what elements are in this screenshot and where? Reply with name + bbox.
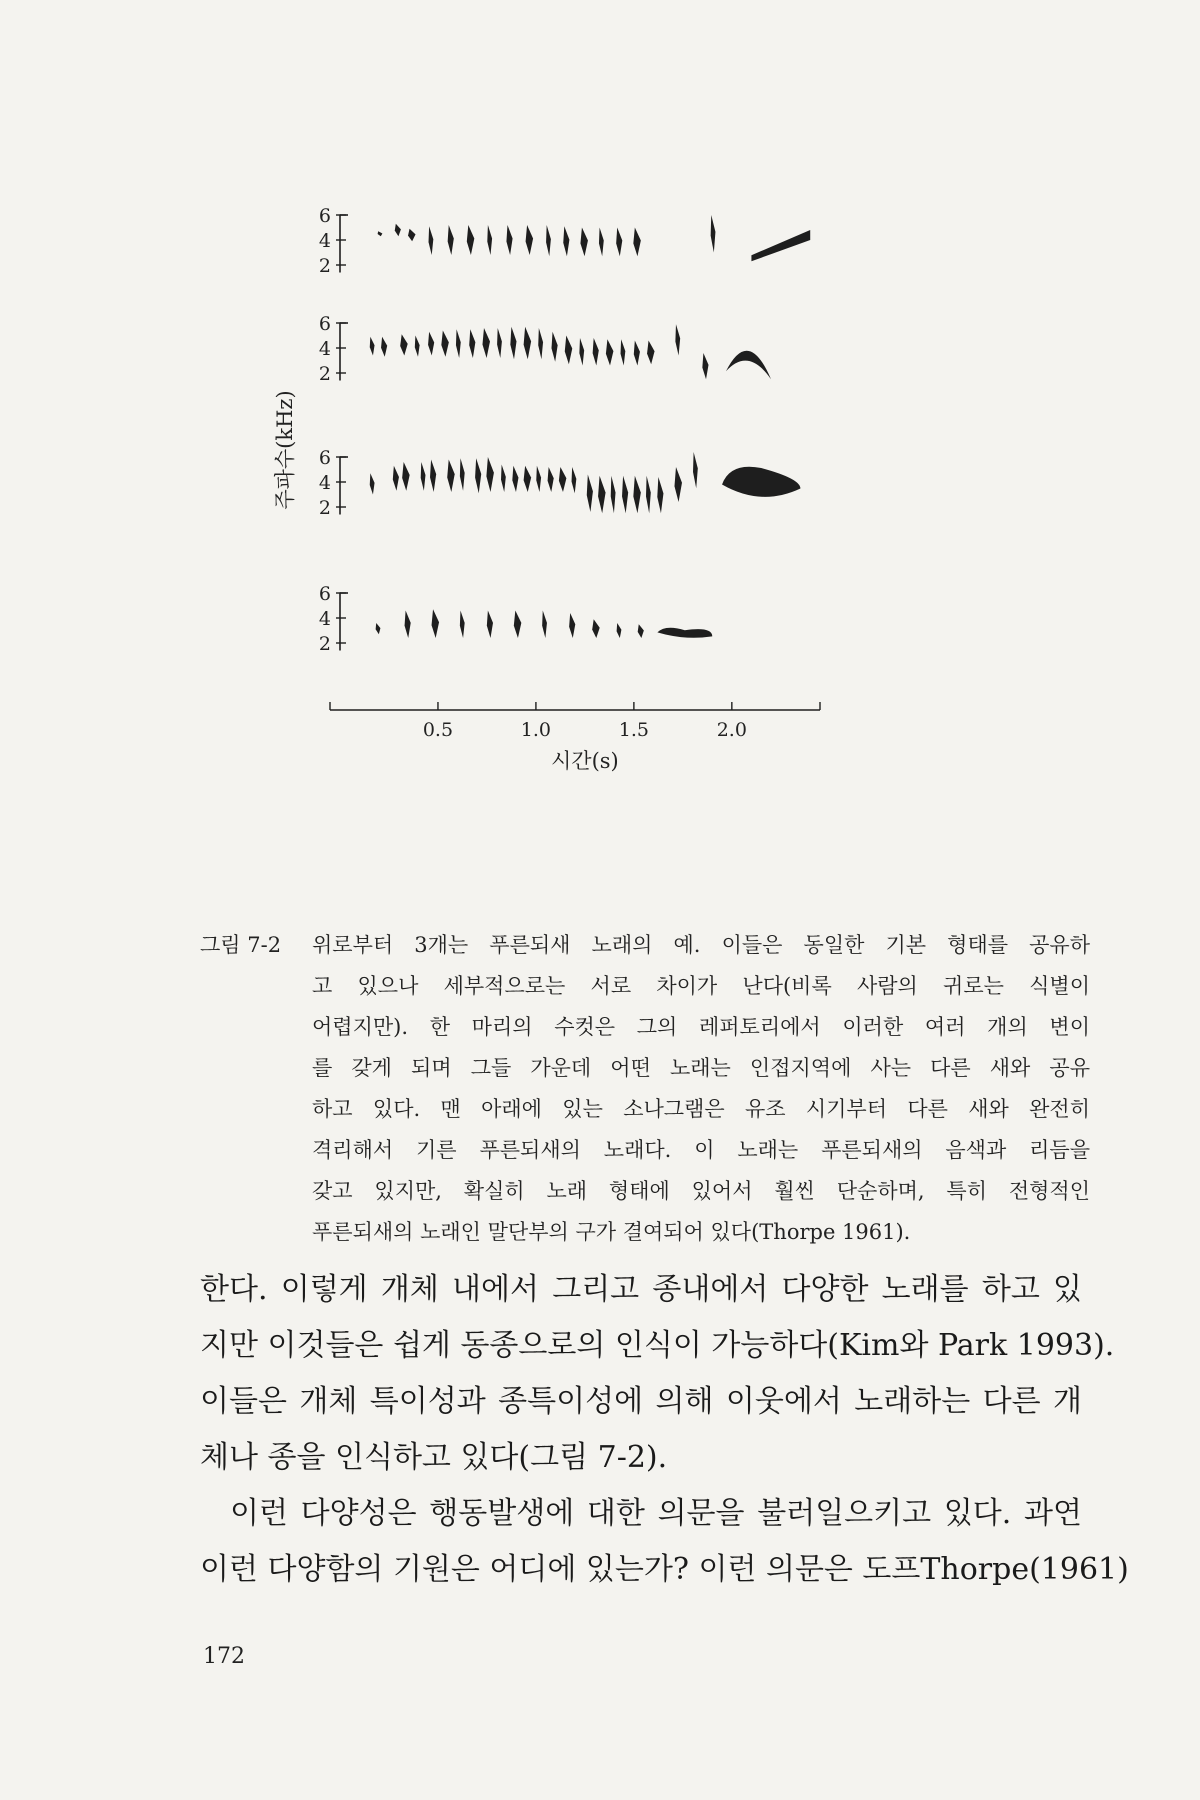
syllable-mark: [621, 339, 626, 365]
syllable-mark: [569, 613, 575, 638]
syllable-mark: [646, 476, 651, 514]
y-tick-label: 2: [318, 633, 331, 655]
syllable-mark: [405, 611, 411, 639]
y-tick-label: 4: [318, 608, 331, 630]
caption-line: 푸른되새의 노래인 말단부의 구가 결여되어 있다(Thorpe 1961).: [312, 1220, 911, 1244]
syllable-mark: [657, 477, 663, 513]
syllable-mark: [381, 337, 387, 357]
spectrogram-song-4: [319, 583, 712, 655]
syllable-mark: [693, 452, 698, 488]
syllable-mark: [548, 467, 554, 492]
caption-figure-label: 그림 7-2: [200, 933, 282, 957]
syllable-mark: [393, 466, 399, 491]
syllable-mark: [598, 476, 606, 514]
time-axis: [330, 702, 820, 741]
x-tick-label: 0.5: [422, 719, 454, 741]
syllable-mark: [447, 460, 455, 493]
caption-line: 고 있으나 세부적으로는 서로 차이가 난다(비록 사람의 귀로는 식별이: [312, 974, 1090, 998]
syllable-mark: [579, 338, 584, 366]
y-tick-label: 6: [318, 205, 331, 227]
body-paragraphs: [200, 1262, 1129, 1598]
syllable-mark: [611, 476, 616, 514]
syllable-mark: [617, 623, 622, 638]
syllable-mark: [475, 458, 481, 493]
syllable-mark: [675, 324, 680, 355]
x-tick-label: 2.0: [716, 719, 747, 741]
spectrogram-song-3: [319, 447, 801, 519]
y-tick-label: 2: [318, 497, 331, 519]
syllable-mark: [469, 329, 475, 358]
y-tick-label: 6: [318, 583, 331, 605]
syllable-mark: [542, 611, 547, 639]
song-ending-mark: [722, 467, 800, 497]
x-tick-label: 1.0: [520, 719, 552, 741]
syllable-mark: [592, 619, 600, 638]
syllable-mark: [460, 611, 465, 639]
syllable-mark: [606, 339, 614, 365]
syllable-mark: [370, 473, 375, 494]
spectrogram-song-2: [319, 313, 771, 385]
syllable-mark: [633, 228, 641, 257]
syllable-mark: [572, 467, 577, 493]
body-line: 한다. 이렇게 개체 내에서 그리고 종내에서 다양한 노래를 하고 있: [200, 1272, 1082, 1307]
syllable-mark: [487, 225, 492, 255]
syllable-mark: [546, 225, 551, 256]
syllable-mark: [497, 328, 502, 358]
syllable-mark: [506, 225, 512, 255]
y-tick-label: 4: [318, 230, 331, 252]
syllable-mark: [421, 462, 426, 491]
syllable-mark: [616, 228, 622, 257]
spectrogram-song-1: [319, 205, 810, 277]
syllable-mark: [512, 466, 518, 492]
syllable-mark: [378, 231, 383, 236]
y-tick-label: 2: [318, 255, 331, 277]
syllable-mark: [430, 460, 436, 493]
syllable-mark: [580, 228, 588, 257]
song-ending-mark: [726, 351, 771, 380]
syllable-mark: [467, 225, 475, 255]
syllable-mark: [638, 624, 644, 638]
body-line: 이들은 개체 특이성과 종특이성에 의해 이웃에서 노래하는 다른 개: [200, 1384, 1082, 1419]
body-line: 이런 다양함의 기원은 어디에 있는가? 이런 의문은 도프Thorpe(1961): [200, 1552, 1129, 1587]
syllable-mark: [622, 476, 628, 514]
y-tick-label: 4: [318, 472, 331, 494]
syllable-mark: [415, 336, 420, 357]
syllable-mark: [432, 609, 440, 638]
time-axis-label: 시간(s): [551, 749, 619, 773]
song-ending-mark: [751, 230, 810, 261]
syllable-mark: [552, 332, 558, 362]
syllable-mark: [634, 341, 640, 366]
syllable-mark: [536, 466, 541, 492]
syllable-mark: [514, 611, 522, 639]
syllable-mark: [587, 475, 593, 513]
syllable-mark: [674, 467, 682, 502]
syllable-mark: [510, 327, 516, 360]
syllable-mark: [395, 224, 401, 237]
y-tick-label: 6: [318, 313, 331, 335]
syllable-mark: [593, 338, 599, 366]
frequency-axis-label: 주파수(kHz): [273, 390, 297, 510]
y-tick-label: 6: [318, 447, 331, 469]
syllable-mark: [563, 226, 569, 256]
syllable-mark: [400, 334, 408, 355]
syllable-mark: [376, 623, 381, 634]
syllable-mark: [428, 332, 434, 356]
spectrogram-panels: [319, 205, 810, 655]
syllable-mark: [559, 467, 567, 492]
caption-line: 격리해서 기른 푸른되새의 노래다. 이 노래는 푸른되새의 음색과 리듬을: [312, 1138, 1090, 1162]
syllable-mark: [526, 225, 534, 255]
syllable-mark: [448, 225, 454, 255]
body-line: 지만 이것들은 쉽게 동종으로의 인식이 가능하다(Kim와 Park 1993).: [200, 1328, 1115, 1363]
caption-line: 어렵지만). 한 마리의 수컷은 그의 레퍼토리에서 이러한 여러 개의 변이: [312, 1015, 1090, 1039]
syllable-mark: [408, 229, 416, 242]
x-tick-label: 1.5: [618, 719, 649, 741]
syllable-mark: [460, 458, 465, 491]
syllable-mark: [501, 465, 506, 493]
syllable-mark: [599, 228, 604, 257]
body-line: 이런 다양성은 행동발생에 대한 의문을 불러일으키고 있다. 과연: [230, 1496, 1082, 1531]
syllable-mark: [633, 476, 641, 514]
syllable-mark: [486, 457, 494, 492]
caption-line: 를 갖게 되며 그들 가운데 어떤 노래는 인접지역에 사는 다른 새와 공유: [312, 1056, 1090, 1080]
y-tick-label: 4: [318, 338, 331, 360]
syllable-mark: [441, 331, 449, 357]
page-number: 172: [203, 1644, 245, 1669]
caption-line: 갖고 있지만, 확실히 노래 형태에 있어서 훨씬 단순하며, 특히 전형적인: [312, 1179, 1090, 1203]
syllable-mark: [482, 328, 490, 358]
syllable-mark: [702, 353, 708, 379]
syllable-mark: [565, 336, 573, 365]
sonagram-figure: [273, 205, 960, 905]
body-line: 체나 종을 인식하고 있다(그림 7-2).: [200, 1440, 668, 1475]
syllable-mark: [370, 337, 375, 356]
syllable-mark: [538, 328, 543, 359]
syllable-mark: [711, 215, 716, 253]
caption-line: 위로부터 3개는 푸른되새 노래의 예. 이들은 동일한 기본 형태를 공유하: [312, 933, 1090, 957]
syllable-mark: [429, 226, 434, 255]
song-ending-mark: [657, 628, 712, 638]
syllable-mark: [402, 462, 410, 491]
syllable-mark: [487, 611, 493, 639]
syllable-mark: [647, 341, 655, 365]
syllable-mark: [524, 466, 532, 492]
caption-line: 하고 있다. 맨 아래에 있는 소나그램은 유조 시기부터 다른 새와 완전히: [312, 1097, 1090, 1121]
caption-text: [312, 925, 1090, 1253]
syllable-mark: [456, 329, 461, 358]
y-tick-label: 2: [318, 363, 331, 385]
syllable-mark: [524, 327, 532, 360]
